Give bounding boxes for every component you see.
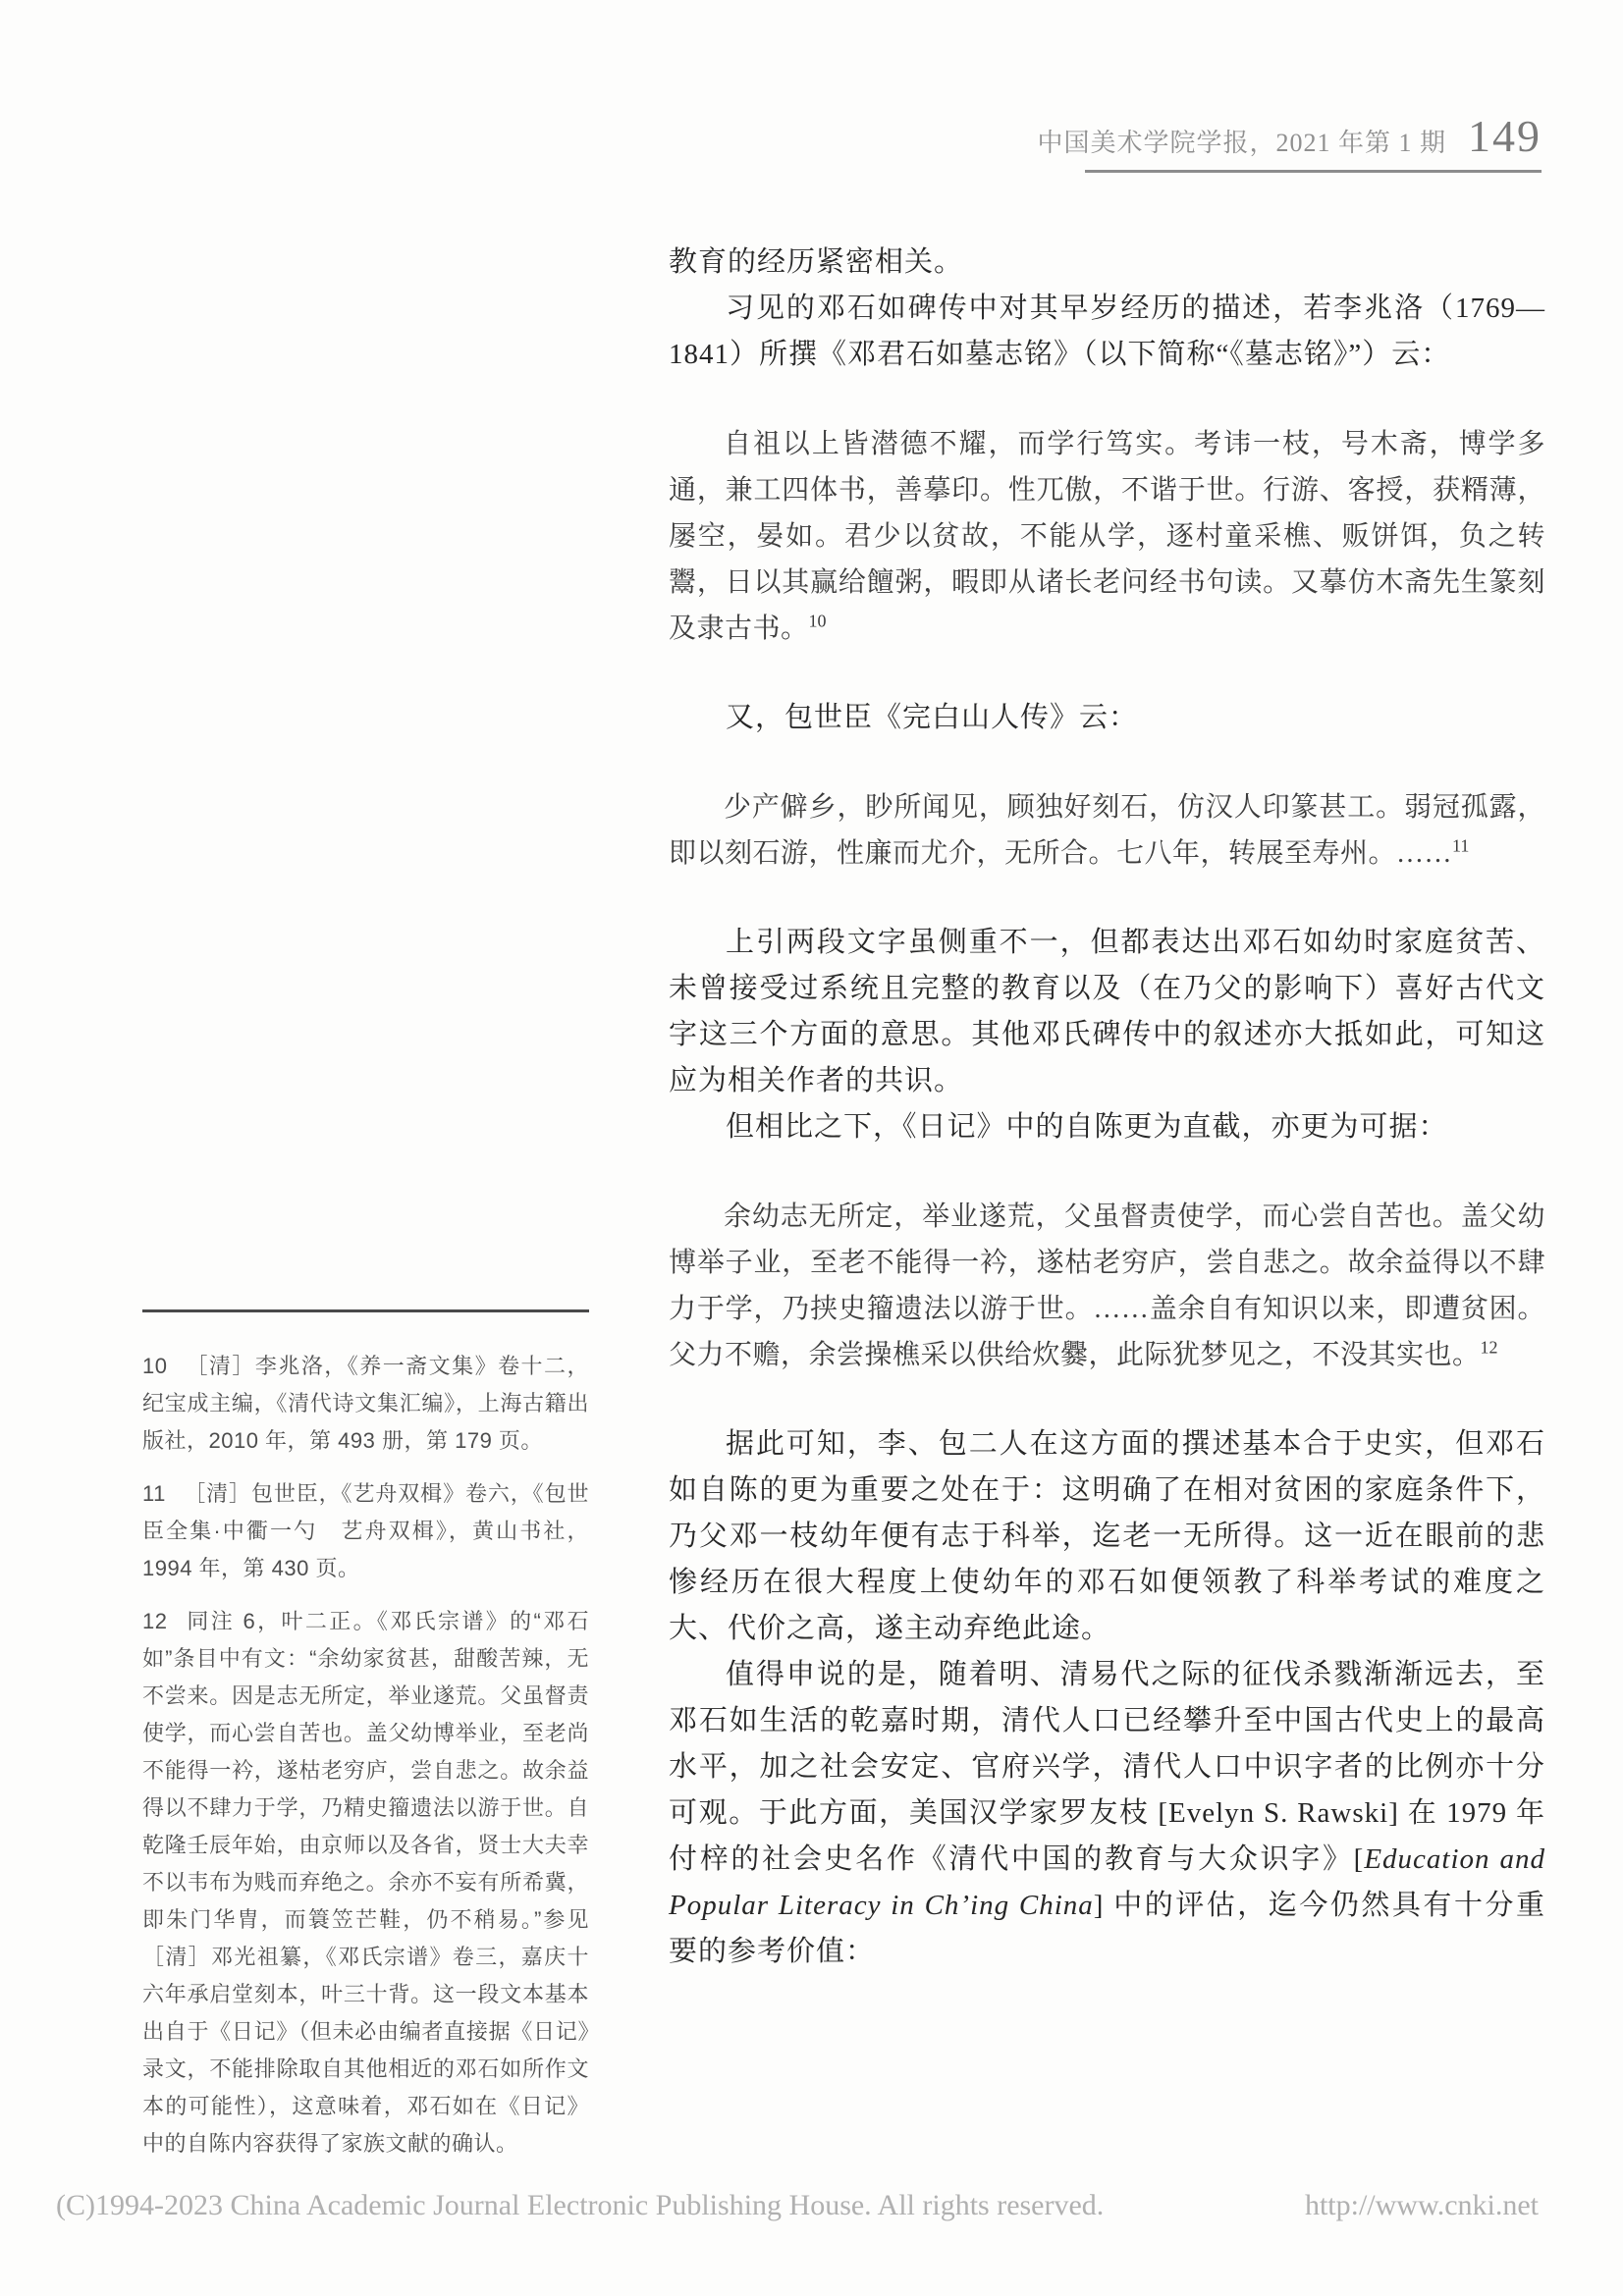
footnote-ref-12: 12 [1480,1337,1498,1358]
copyright-notice: (C)1994-2023 China Academic Journal Electronic Publishing House. All rights reserved. [56,2189,1105,2221]
blockquote-wanbai-text: 少产僻乡，眇所闻见，顾独好刻石，仿汉人印篆甚工。弱冠孤露，即以刻石游，性廉而尤介，无所合。七八年，转展至寿州。…… [669,792,1545,869]
page-header [1037,110,1542,173]
paragraph-rawski-part1: 值得申说的是，随着明、清易代之际的征伐杀戮渐渐远去，至邓石如生活的乾嘉时期，清代人口已经攀升至中国古代史上的最高水平，加之社会安定、官府兴学，清代人口中识字者的比例亦十分可观。于此方面，美国汉学家罗友枝 [Evelyn S. Rawski] 在 1979 年付梓的社会史名作《清代中国的教育与大众识字》[ [669,1659,1545,1875]
header-rule [1085,170,1542,173]
blockquote-muzhiming [669,421,1545,652]
paragraph-baoshichen: 又，包世臣《完白山人传》云： [726,702,1139,733]
footnote-11-number: 11 [142,1481,166,1506]
paragraph-rawski-part2: ] 中的评估，迄今仍然具有十分重要的参考价值： [669,1890,1545,1967]
footnote-10 [142,1348,589,1460]
running-head [1037,110,1542,162]
paragraph-summary: 上引两段文字虽侧重不一，但都表达出邓石如幼时家庭贫苦、未曾接受过系统且完整的教育以及（在乃父的影响下）喜好古代文字这三个方面的意思。其他邓氏碑传中的叙述亦大抵如此，可知这应为相关作者的共识。 [669,927,1545,1096]
paragraph-analysis: 据此可知，李、包二人在这方面的撰述基本合于史实，但邓石如自陈的更为重要之处在于：这明确了在相对贫困的家庭条件下，乃父邓一枝幼年便有志于科举，迄老一无所得。这一近在眼前的悲惨经历在很大程度上使幼年的邓石如便领教了科举考试的难度之大、代价之高，遂主动弃绝此途。 [669,1428,1545,1644]
blockquote-muzhiming-text: 自祖以上皆潜德不耀，而学行笃实。考讳一枝，号木斋，博学多通，兼工四体书，善摹印。性兀傲，不谐于世。行游、客授，获糈薄，屡空，晏如。君少以贫故，不能从学，逐村童采樵、贩饼饵，负之转鬻，日以其赢给饘粥，暇即从诸长老问经书句读。又摹仿木斋先生篆刻及隶古书。 [669,429,1545,644]
footnote-12 [142,1603,589,2163]
page-number: 149 [1468,111,1542,161]
page-footer [56,2189,1539,2222]
main-text-column [669,240,1545,1975]
journal-issue-info: 中国美术学院学报，2021 年第 1 期 [1037,129,1446,157]
book-title-english-italic: Education and Popular Literacy in Ch’ing China [669,1843,1545,1921]
footnote-ref-10: 10 [808,611,827,631]
blockquote-diary [669,1194,1545,1378]
paragraph-compare: 但相比之下，《日记》中的自陈更为直截，亦更为可据： [726,1111,1448,1143]
paragraph-continuation: 教育的经历紧密相关。 [669,246,964,278]
footnote-divider [142,1309,589,1312]
footnote-12-text: 同注 6，叶二正。《邓氏宗谱》的“邓石如”条目中有文：“余幼家贫甚，甜酸苦辣，无不尝来。因是志无所定，举业遂荒。父虽督责使学，而心尝自苦也。盖父幼博举业，至老尚不能得一衿，遂枯老穷庐，尝自悲之。故余益得以不肆力于学，乃精史籀遗法以游于世。自乾隆壬辰年始，由京师以及各省，贤士大夫幸不以韦布为贱而弃绝之。余亦不妄有所希冀，即朱门华胄，而簑笠芒鞋，仍不稍易。”参见［清］邓光祖纂，《邓氏宗谱》卷三，嘉庆十六年承启堂刻本，叶三十背。这一段文本基本出自于《日记》（但未必由编者直接据《日记》录文，不能排除取自其他相近的邓石如所作文本的可能性），这意味着，邓石如在《日记》中的自陈内容获得了家族文献的确认。 [142,1609,589,2156]
blockquote-diary-text: 余幼志无所定，举业遂荒，父虽督责使学，而心尝自苦也。盖父幼博举子业，至老不能得一衿，遂枯老穷庐，尝自悲之。故余益得以不肆力于学，乃挟史籀遗法以游于世。……盖余自有知识以来，即遭贫困。父力不赡，余尝操樵采以供给炊爨，此际犹梦见之，不没其实也。 [669,1201,1545,1370]
paragraph-biographies: 习见的邓石如碑传中对其早岁经历的描述，若李兆洛（1769—1841）所撰《邓君石如墓志铭》（以下简称“《墓志铭》”）云： [669,293,1545,370]
footnote-ref-11: 11 [1452,835,1470,856]
footnote-10-text: ［清］李兆洛，《养一斋文集》卷十二，纪宝成主编，《清代诗文集汇编》，上海古籍出版社，2010 年，第 493 册，第 179 页。 [142,1354,589,1453]
footnote-11-text: ［清］包世臣，《艺舟双楫》卷六，《包世臣全集·中衢一勺 艺舟双楫》，黄山书社，1994 年，第 430 页。 [142,1481,589,1580]
footnotes-column [142,1309,589,2178]
footnote-12-number: 12 [142,1609,168,1633]
footnote-11 [142,1475,589,1587]
footnote-10-number: 10 [142,1354,168,1378]
paragraph-rawski [669,1652,1545,1975]
cnki-url: http://www.cnki.net [1304,2189,1539,2221]
blockquote-wanbai [669,784,1545,877]
